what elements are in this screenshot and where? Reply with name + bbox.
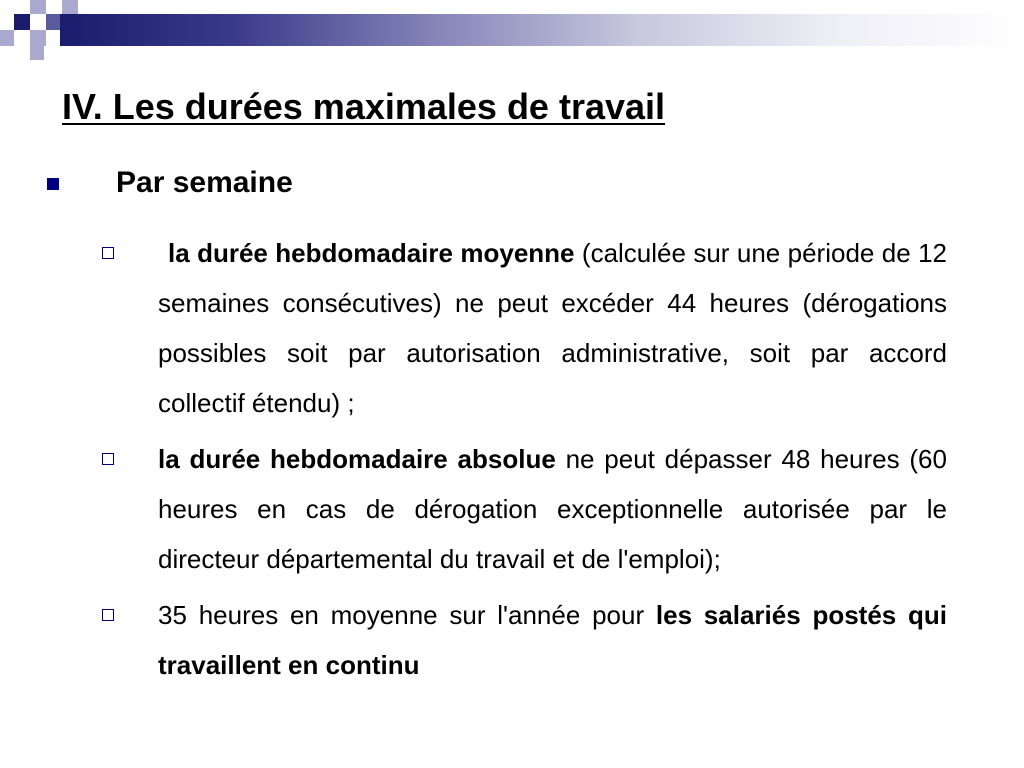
header-square-decoration [62,0,78,14]
section-bullet [0,166,1024,206]
section-heading: Par semaine [116,166,293,199]
header-square-decoration [30,30,46,46]
hollow-square-bullet-icon [102,453,114,465]
header-square-decoration [46,14,60,30]
hollow-square-bullet-icon [102,247,114,259]
list-item-text [158,228,947,428]
slide-title: IV. Les durées maximales de travail [62,86,666,127]
header-square-decoration [30,0,46,14]
filled-square-bullet-icon [47,178,59,190]
header-gradient-bar [60,14,1024,46]
header-square-decoration [30,46,44,60]
header-square-decoration [14,14,30,30]
list-item-text [158,434,947,584]
list-item-bold: la durée hebdomadaire absolue [158,444,556,474]
list-item-rest: (calculée sur une période de 12 semaines consécutives) ne peut excéder 44 heures (dérogations possibles soit par autorisation administrative, soit par accord collectif étendu) ; [158,238,947,418]
list-item-bold: les salariés postés qui travaillent en continu [158,600,947,680]
list-item-bold: la durée hebdomadaire moyenne [168,238,575,268]
list-item-text [158,590,947,690]
list-item-rest: ne peut dépasser 48 heures (60 heures en cas de dérogation exceptionnelle autorisée par le directeur départemental du travail et de l'emploi); [158,444,947,574]
list-item-plain: 35 heures en moyenne sur l'année pour [158,600,656,630]
header-square-decoration [0,30,14,46]
hollow-square-bullet-icon [102,609,114,621]
